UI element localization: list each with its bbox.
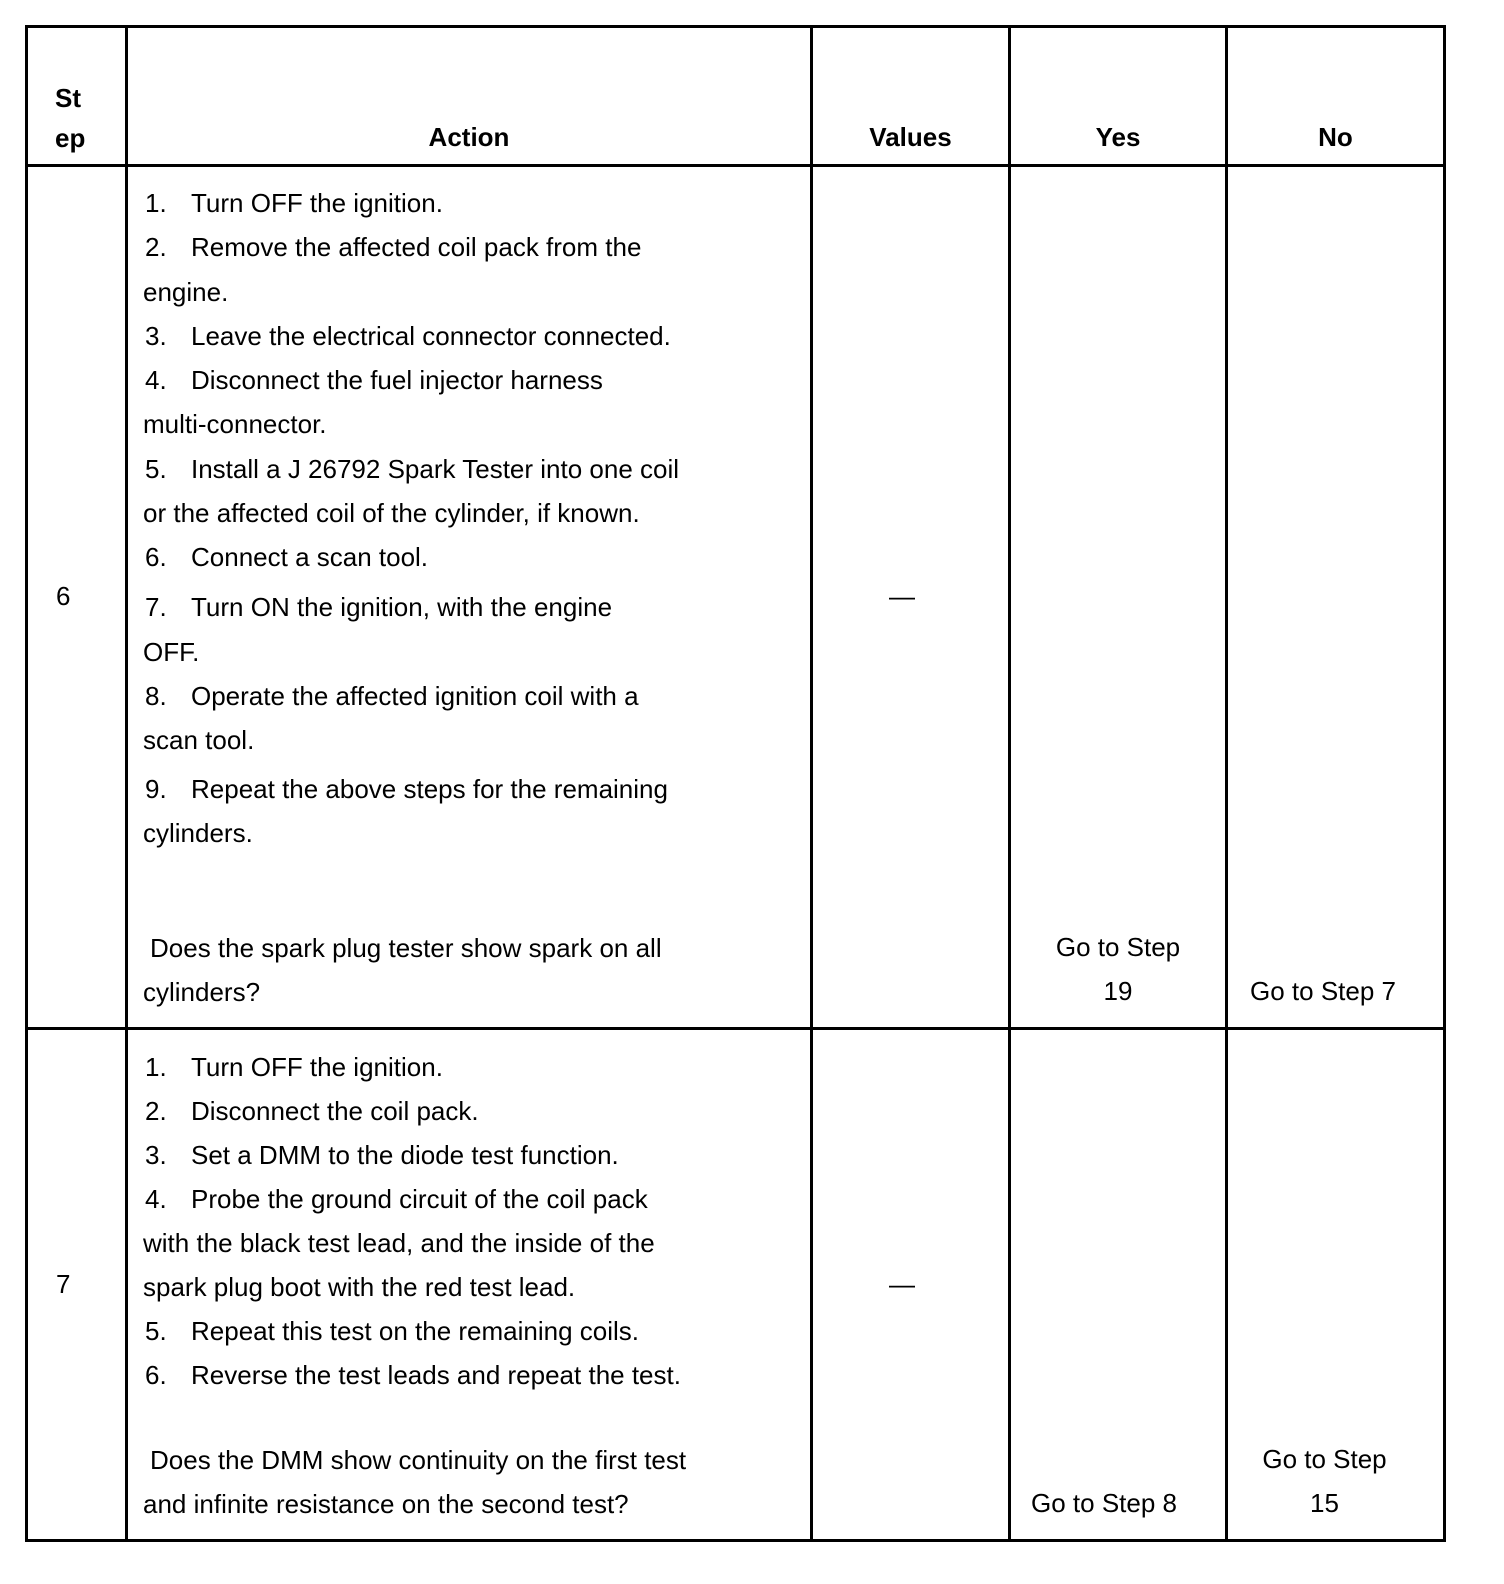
- item-number: 6.: [145, 1360, 167, 1390]
- item-number: 4.: [145, 365, 167, 395]
- action-item-continued: scan tool.: [143, 725, 255, 755]
- action-item: [143, 1315, 639, 1347]
- question-text-continued: cylinders?: [143, 977, 261, 1007]
- item-number: 7.: [145, 592, 167, 622]
- action-item: [143, 1051, 443, 1083]
- header-divider: [25, 164, 1446, 167]
- header-step-line2: ep: [55, 123, 86, 153]
- item-text: Turn OFF the ignition.: [191, 1052, 443, 1082]
- action-item: [143, 591, 612, 623]
- table-border-left: [25, 25, 28, 1542]
- item-number: 9.: [145, 774, 167, 804]
- item-number: 5.: [145, 1316, 167, 1346]
- header-yes: Yes: [1095, 122, 1141, 152]
- action-item-continued: engine.: [143, 277, 229, 307]
- column-divider: [1008, 25, 1011, 1542]
- question-text-continued: and infinite resistance on the second test?: [143, 1489, 629, 1519]
- action-item-continued: spark plug boot with the red test lead.: [143, 1272, 576, 1302]
- item-text: Turn ON the ignition, with the engine: [191, 592, 613, 622]
- action-item: [143, 1139, 619, 1171]
- header-values: Values: [869, 122, 952, 152]
- no-goto-line1: Go to Step 7: [1250, 976, 1396, 1006]
- action-item: [143, 1359, 681, 1391]
- item-number: 2.: [145, 232, 167, 262]
- action-item-continued: OFF.: [143, 637, 200, 667]
- action-item: [143, 1095, 479, 1127]
- item-text: Repeat this test on the remaining coils.: [191, 1316, 640, 1346]
- item-text: Leave the electrical connector connected.: [191, 321, 671, 351]
- item-number: 1.: [145, 188, 167, 218]
- item-number: 4.: [145, 1184, 167, 1214]
- action-item: [143, 541, 428, 573]
- no-goto-line2: 15: [1310, 1488, 1339, 1518]
- table-border-top: [25, 25, 1446, 28]
- action-item: [143, 187, 443, 219]
- yes-goto: [1011, 925, 1225, 1013]
- header-step-line1: St: [55, 83, 81, 113]
- item-text: Connect a scan tool.: [191, 542, 429, 572]
- question-text: Does the DMM show continuity on the first test: [150, 1445, 687, 1475]
- action-item: [143, 231, 641, 263]
- step-number: 6: [56, 581, 71, 611]
- item-text: Turn OFF the ignition.: [191, 188, 443, 218]
- question-text: Does the spark plug tester show spark on all: [150, 933, 662, 963]
- column-divider: [125, 25, 128, 1542]
- item-text: Disconnect the fuel injector harness: [191, 365, 603, 395]
- item-text: Probe the ground circuit of the coil pack: [191, 1184, 648, 1214]
- no-goto: [1228, 1437, 1421, 1525]
- step-number: 7: [56, 1269, 71, 1299]
- item-text: Remove the affected coil pack from the: [191, 232, 642, 262]
- table-border-right: [1443, 25, 1446, 1542]
- value-dash: —: [889, 581, 915, 611]
- row-divider: [25, 1027, 1446, 1030]
- item-text: Operate the affected ignition coil with a: [191, 681, 639, 711]
- table-border-bottom: [25, 1539, 1446, 1542]
- column-divider: [810, 25, 813, 1542]
- yes-goto-line1: Go to Step: [1055, 932, 1181, 962]
- action-item-continued: multi-connector.: [143, 409, 327, 439]
- action-item: [143, 1183, 648, 1215]
- header-action: Action: [428, 122, 510, 152]
- item-number: 5.: [145, 454, 167, 484]
- yes-goto-line1: Go to Step 8: [1031, 1488, 1177, 1518]
- value-dash: —: [889, 1269, 915, 1299]
- action-item-continued: with the black test lead, and the inside of the: [143, 1228, 655, 1258]
- item-text: Reverse the test leads and repeat the test.: [191, 1360, 681, 1390]
- no-goto: [1228, 969, 1418, 1013]
- action-item: [143, 320, 671, 352]
- yes-goto: [1011, 1481, 1197, 1525]
- item-text: Install a J 26792 Spark Tester into one coil: [191, 454, 680, 484]
- item-number: 3.: [145, 321, 167, 351]
- column-divider: [1225, 25, 1228, 1542]
- item-text: Repeat the above steps for the remaining: [191, 774, 668, 804]
- action-item: [143, 773, 668, 805]
- item-number: 1.: [145, 1052, 167, 1082]
- action-item-continued: cylinders.: [143, 818, 253, 848]
- item-text: Disconnect the coil pack.: [191, 1096, 479, 1126]
- procedure-table: [25, 25, 1446, 1542]
- item-text: Set a DMM to the diode test function.: [191, 1140, 619, 1170]
- action-item: [143, 364, 603, 396]
- item-number: 3.: [145, 1140, 167, 1170]
- action-item: [143, 453, 679, 485]
- header-no: No: [1318, 122, 1353, 152]
- item-number: 8.: [145, 681, 167, 711]
- item-number: 2.: [145, 1096, 167, 1126]
- no-goto-line1: Go to Step: [1262, 1444, 1387, 1474]
- item-number: 6.: [145, 542, 167, 572]
- action-item: [143, 680, 639, 712]
- action-item-continued: or the affected coil of the cylinder, if known.: [143, 498, 640, 528]
- yes-goto-line2: 19: [1103, 976, 1133, 1006]
